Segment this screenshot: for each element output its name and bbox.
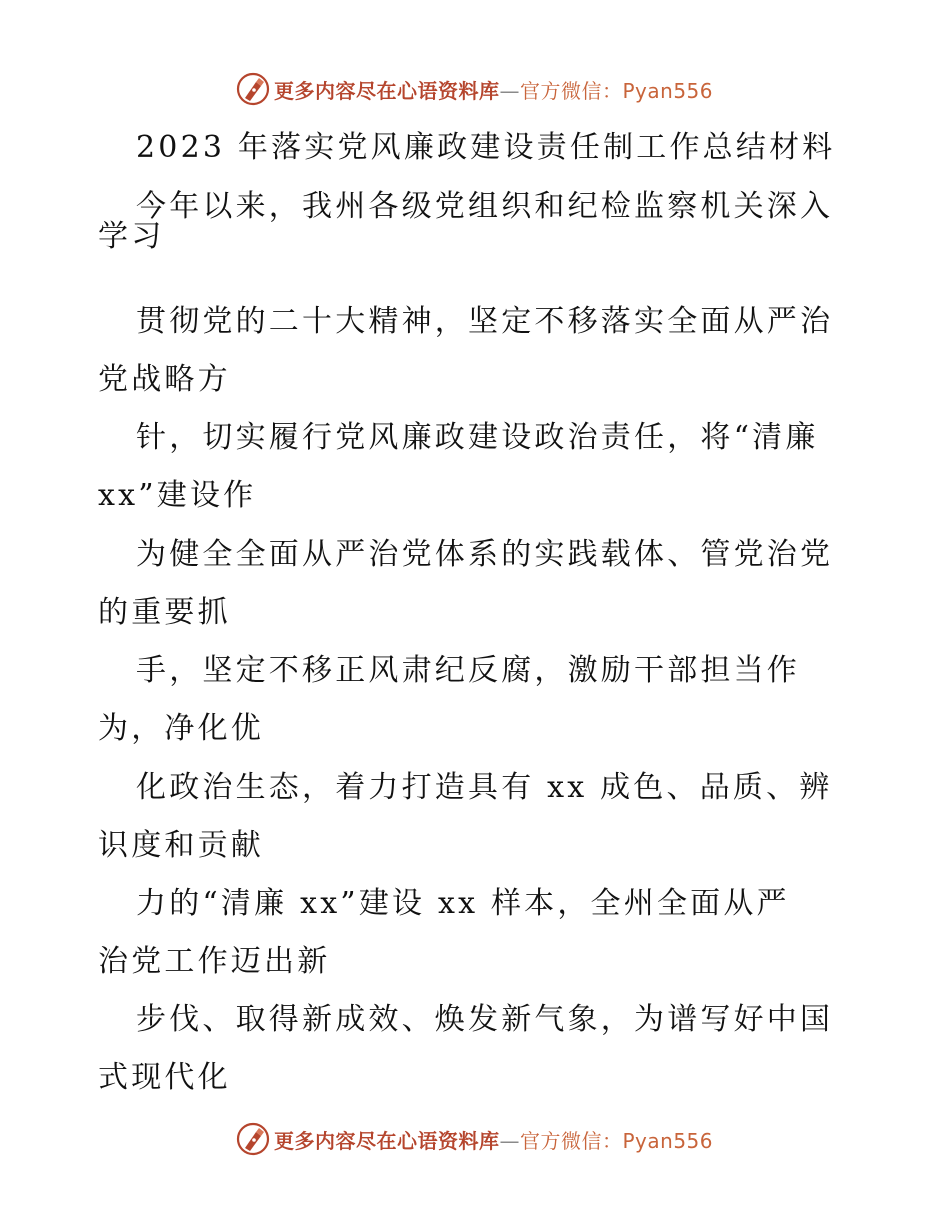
paragraph-line: 今年以来，我州各级党组织和纪检监察机关深入: [136, 189, 834, 224]
paragraph-line: 学习: [98, 219, 165, 254]
fountain-pen-icon: [236, 1122, 270, 1156]
paragraph-line: 党战略方: [98, 362, 231, 397]
watermark-text: [274, 75, 713, 104]
paragraph-line: 的重要抓: [98, 595, 231, 630]
watermark-text: [274, 1125, 713, 1154]
paragraph-line: 化政治生态，着力打造具有 xx 成色、品质、辨: [136, 770, 833, 805]
paragraph-line: 治党工作迈出新: [98, 944, 331, 979]
watermark-wechat-text: 官方微信：Pyan556: [520, 1128, 714, 1153]
paragraph-line: xx”建设作: [98, 478, 257, 513]
paragraph-line: 步伐、取得新成效、焕发新气象，为谱写好中国: [136, 1002, 834, 1037]
paragraph-line: 式现代化: [98, 1060, 231, 1095]
document-title: 2023 年落实党风廉政建设责任制工作总结材料: [136, 130, 836, 165]
watermark-banner-top: [236, 72, 713, 106]
paragraph-line: 力的“清廉 xx”建设 xx 样本，全州全面从严: [136, 886, 790, 921]
fountain-pen-icon: [236, 72, 270, 106]
paragraph-line: 识度和贡献: [98, 828, 264, 863]
watermark-separator: —: [499, 78, 520, 103]
watermark-library-text: 更多内容尽在心语资料库: [274, 1128, 500, 1153]
paragraph-line: 手，坚定不移正风肃纪反腐，激励干部担当作: [136, 653, 800, 688]
watermark-library-text: 更多内容尽在心语资料库: [274, 78, 500, 103]
watermark-separator: —: [499, 1128, 520, 1153]
paragraph-line: 为，净化优: [98, 711, 264, 746]
watermark-wechat-text: 官方微信：Pyan556: [520, 78, 714, 103]
paragraph-line: 为健全全面从严治党体系的实践载体、管党治党: [136, 537, 834, 572]
watermark-banner-bottom: [236, 1122, 713, 1156]
paragraph-line: 贯彻党的二十大精神，坚定不移落实全面从严治: [136, 304, 834, 339]
paragraph-line: 针，切实履行党风廉政建设政治责任，将“清廉: [136, 420, 819, 455]
